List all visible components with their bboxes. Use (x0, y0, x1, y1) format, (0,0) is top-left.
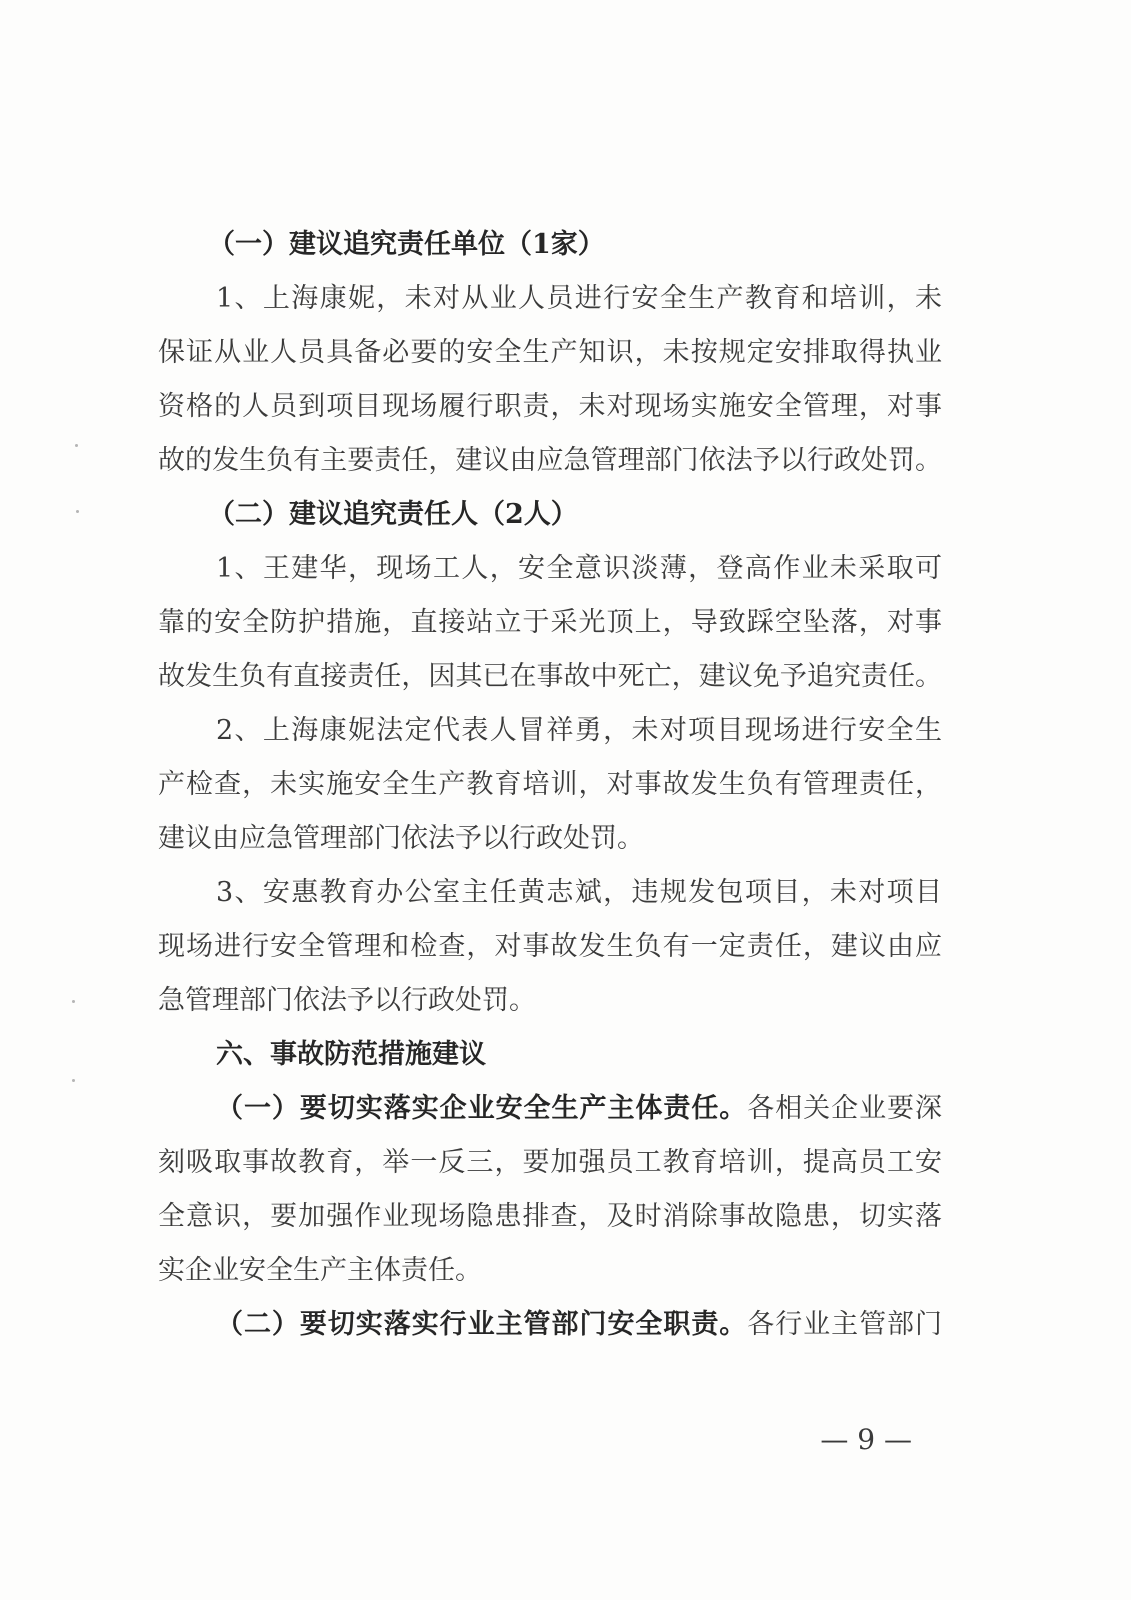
measure-lead: （一）要切实落实企业安全生产主体责任。 (216, 1093, 748, 1124)
scan-speck (76, 510, 79, 513)
paragraph-line: 3、安惠教育办公室主任黄志斌，违规发包项目，未对项目 (216, 877, 942, 908)
paragraph-person-1 (158, 542, 942, 704)
paragraph-line: 故的发生负有主要责任，建议由应急管理部门依法予以行政处罚。 (158, 445, 942, 476)
paragraph-line: 1、王建华，现场工人，安全意识淡薄，登高作业未采取可 (216, 553, 942, 584)
paragraph-line: 全意识，要加强作业现场隐患排查，及时消除事故隐患，切实落 (158, 1201, 942, 1232)
section-heading-unit: （一）建议追究责任单位（1家） (208, 229, 605, 260)
paragraph-measure-1 (158, 1082, 942, 1298)
scan-speck (75, 444, 78, 447)
paragraph-line (158, 1298, 942, 1352)
scan-speck (72, 1079, 75, 1082)
paragraph-line: 建议由应急管理部门依法予以行政处罚。 (158, 823, 644, 854)
measure-lead: （二）要切实落实行业主管部门安全职责。 (216, 1309, 748, 1340)
paragraph-measure-2 (158, 1298, 942, 1352)
measure-text: 各相关企业要深 (747, 1093, 943, 1124)
paragraph-unit-1 (158, 272, 942, 488)
section-heading-persons: （二）建议追究责任人（2人） (208, 499, 578, 530)
paragraph-line: 2、上海康妮法定代表人冒祥勇，未对项目现场进行安全生 (216, 715, 942, 746)
paragraph-line: 资格的人员到项目现场履行职责，未对现场实施安全管理，对事 (158, 391, 942, 422)
document-body (158, 218, 942, 1352)
page-number: — 9 — (820, 1423, 912, 1456)
paragraph-line: 急管理部门依法予以行政处罚。 (158, 985, 536, 1016)
section-heading-measures: 六、事故防范措施建议 (216, 1039, 486, 1070)
paragraph-line: 故发生负有直接责任，因其已在事故中死亡，建议免予追究责任。 (158, 661, 942, 692)
measure-text: 各行业主管部门 (747, 1309, 943, 1340)
paragraph-line: 现场进行安全管理和检查，对事故发生负有一定责任，建议由应 (158, 931, 942, 962)
paragraph-line: 刻吸取事故教育，举一反三，要加强员工教育培训，提高员工安 (158, 1147, 942, 1178)
paragraph-line: 实企业安全生产主体责任。 (158, 1255, 482, 1286)
paragraph-line: 产检查，未实施安全生产教育培训，对事故发生负有管理责任， (158, 769, 942, 800)
paragraph-person-3 (158, 866, 942, 1028)
paragraph-person-2 (158, 704, 942, 866)
scan-speck (72, 1000, 75, 1003)
paragraph-line: 1、上海康妮，未对从业人员进行安全生产教育和培训，未 (216, 283, 942, 314)
paragraph-line: 保证从业人员具备必要的安全生产知识，未按规定安排取得执业 (158, 337, 942, 368)
paragraph-line: 靠的安全防护措施，直接站立于采光顶上，导致踩空坠落，对事 (158, 607, 942, 638)
paragraph-line (158, 1082, 942, 1136)
